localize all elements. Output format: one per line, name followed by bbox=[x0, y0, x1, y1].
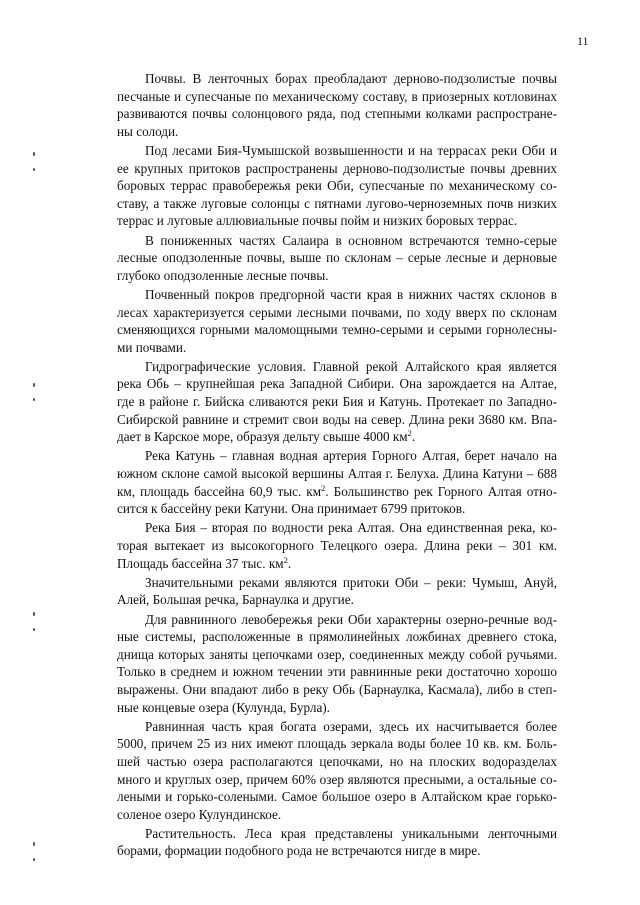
paragraph-left-bank-systems: Для равнинного левобережья реки Оби характерны озерно-речные водные системы, расположенные в прямолинейных ложбинах древнего стока, днища которых заняты цепочками озер, соединенных между собой ручьями. Только в среднем и южном течении эти равнинные реки достаточно хорошо выражены. Они впадают либо в реку Обь (Барнаулка, Касмала), либо в степные концевые озера (Кулунда, Бурла). bbox=[117, 611, 557, 715]
superscript: 2 bbox=[283, 554, 288, 565]
paragraph-biya bbox=[117, 519, 557, 572]
paragraph-text: Река Катунь – главная водная артерия Горного Алтая, берет начало на южном склоне самой высокой вершины Алтая г. Белуха. Длина Катуни – 688 км, площадь бассейна 60,9 тыс. км bbox=[117, 448, 557, 499]
document-body bbox=[117, 70, 557, 860]
paragraph-katun bbox=[117, 447, 557, 517]
scan-speck bbox=[33, 858, 35, 861]
paragraph-tail: . Большинство рек Горного Алтая относится к бассейну реки Катуни. Она принимает 6799 притоков. bbox=[117, 483, 557, 517]
paragraph-text: Гидрографические условия. Главной рекой Алтайского края является река Обь – крупнейшая река Западной Сибири. Она зарождается на Алтае, где в районе г. Бийска сливаются реки Бия и Катунь. Протекает по Западно-Сибирской равнине и стремит свои воды на север. Длина реки 3680 км. Впадает в Карское море, образуя дельту свыше 4000 км bbox=[117, 358, 557, 445]
superscript: 2 bbox=[407, 428, 412, 439]
scan-speck bbox=[33, 398, 35, 401]
page-number: 11 bbox=[577, 34, 589, 48]
scan-speck bbox=[33, 842, 35, 846]
paragraph-ob-tributaries: Значительными реками являются притоки Оби – реки: Чумыш, Ануй, Алей, Большая речка, Барнаулка и другие. bbox=[117, 574, 557, 608]
paragraph-hydrography bbox=[117, 358, 557, 446]
scan-speck bbox=[33, 612, 35, 616]
paragraph-tail: . bbox=[411, 429, 416, 445]
scan-speck bbox=[33, 383, 35, 387]
paragraph-biya-chumysh-soils: Под лесами Бия-Чумышской возвышенности и на террасах реки Оби и ее крупных притоков распространены дерново-подзолистые почвы древних боровых террас правобережья реки Оби, супесчаные по механическому составу, а также луговые солонцы с пятнами лугово-черноземных почв низких террас и луговые аллювиальные почвы пойм и низких боровых террас. bbox=[117, 142, 557, 229]
paragraph-tail: . bbox=[287, 555, 292, 571]
paragraph-soils: Почвы. В ленточных борах преобладают дерново-подзолистые почвы песчаные и супесчаные по механическому составу, в приозерных котловинах развиваются почвы солонцового ряда, под степными колками распространены солоди. bbox=[117, 71, 557, 139]
scan-speck bbox=[33, 152, 35, 156]
paragraph-vegetation: Растительность. Леса края представлены уникальными ленточными борами, формации подобного рода не встречаются нигде в мире. bbox=[117, 825, 557, 859]
paragraph-lakes: Равнинная часть края богата озерами, здесь их насчитывается более 5000, причем 25 из них имеют площадь зеркала воды более 10 кв. км. Большей частью озера располагаются цепочками, но на плоских водоразделах много и круглых озер, причем 60% озер являются пресными, а остальные солеными и горько-солеными. Самое большое озеро в Алтайском крае горькосоленое озеро Кулундинское. bbox=[117, 718, 557, 822]
paragraph-salair-soils: В пониженных частях Салаира в основном встречаются темно-серые лесные оподзоленные почвы, выше по склонам – серые лесные и дерновые глубоко оподзоленные лесные почвы. bbox=[117, 232, 557, 283]
scan-speck bbox=[33, 628, 35, 631]
paragraph-text: Река Бия – вторая по водности река Алтая. Она единственная река, которая вытекает из высокогорного Телецкого озера. Длина реки – 301 км. Площадь бассейна 37 тыс. км bbox=[117, 520, 557, 571]
superscript: 2 bbox=[321, 482, 326, 493]
scan-speck bbox=[33, 168, 35, 171]
paragraph-foothill-soils: Почвенный покров предгорной части края в нижних частях склонов в лесах характеризуется серыми лесными почвами, по ходу вверх по склонам сменяющихся горными маломощными темно-серыми и серыми горнолесными почвами. bbox=[117, 286, 557, 355]
